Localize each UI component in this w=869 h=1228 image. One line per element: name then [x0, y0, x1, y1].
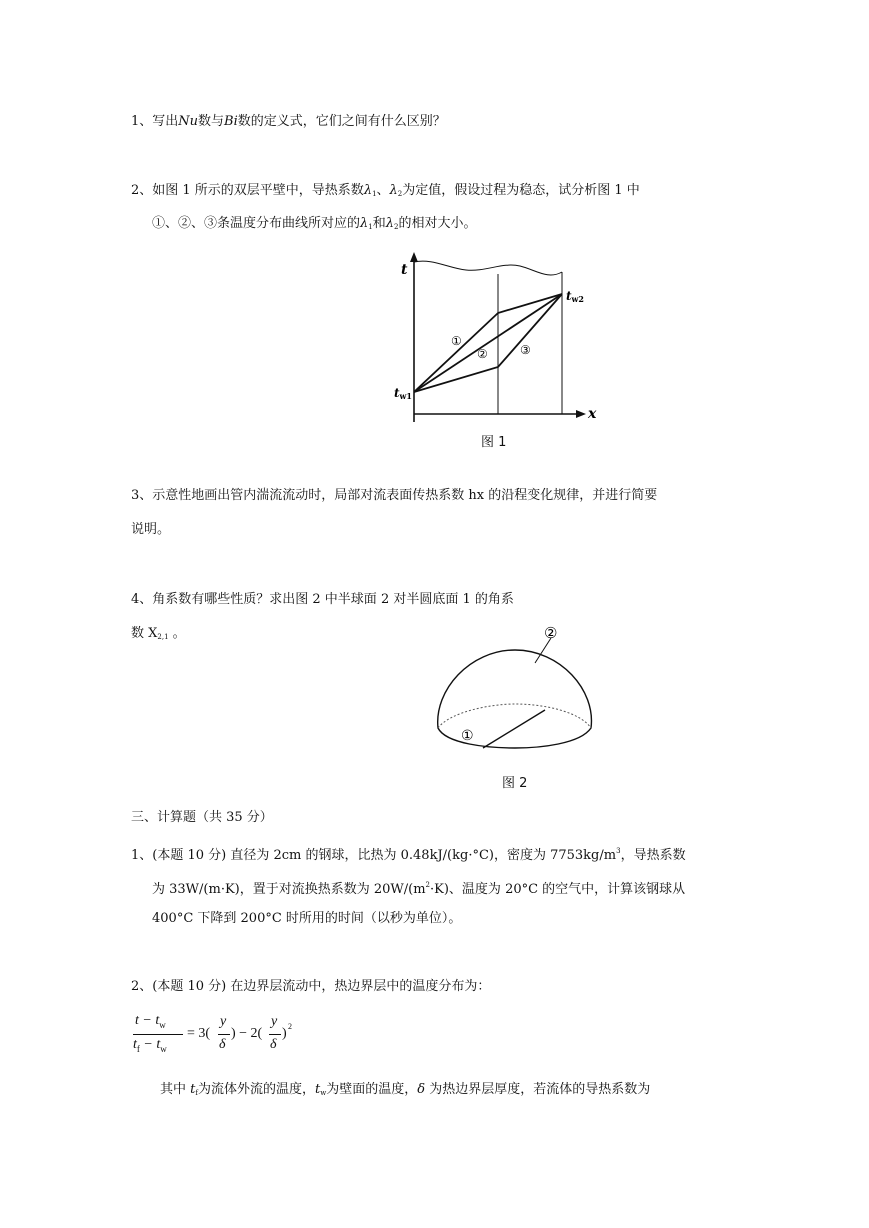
- x-axis-label: x: [588, 406, 597, 422]
- question-3-line-2: 说明。: [131, 522, 171, 537]
- figure-2-diagram: [430, 620, 600, 770]
- question-4-line-1: 4、角系数有哪些性质？求出图 2 中半球面 2 对半圆底面 1 的角系: [131, 592, 514, 607]
- eq-power: 2: [288, 1022, 292, 1031]
- base-back-dotted: [438, 704, 591, 728]
- question-2-line-1: 2、如图 1 所示的双层平壁中，导热系数$\lambda_1$、$\lambda_2$为定值，假设过程为稳态，试分析图 1 中: [131, 183, 640, 198]
- curve-3-label: ③: [520, 343, 531, 357]
- surface-2-label: ②: [544, 624, 558, 642]
- section-3-title: 三、计算题（共 35 分）: [131, 810, 273, 825]
- question-2-line-2: ①、②、③条温度分布曲线所对应的$\lambda_1$和$\lambda_2$的相对大小。: [152, 216, 477, 231]
- calc-1-line-2: 为 33W/(m·K)，置于对流换热系数为 $20W/(m^2\cdot K)$、温度为 20°C 的空气中，计算该钢球从: [152, 881, 686, 897]
- figure-2-caption: 图 2: [502, 776, 528, 791]
- figure-1-diagram: [390, 252, 610, 432]
- y-axis-arrow: [410, 252, 418, 262]
- question-4-line-2: 数 $X_{2,1}$ 。: [131, 626, 186, 641]
- temperature-equation: [131, 1013, 331, 1063]
- eq-bar-1: [218, 1034, 230, 1035]
- curve-1-label: ①: [451, 334, 462, 348]
- y-axis-label: t: [401, 262, 408, 278]
- curve-2-label: ②: [477, 347, 488, 361]
- base-radius-line: [483, 710, 545, 748]
- eq-rhs-1: = 3(: [187, 1026, 211, 1041]
- x-axis-arrow: [576, 410, 586, 418]
- figure-1-caption: 图 1: [481, 435, 507, 450]
- eq-numerator: $t - t_w$: [135, 1013, 166, 1030]
- tw1-label: tw1: [394, 386, 412, 401]
- eq-rhs-2: ) − 2(: [231, 1026, 263, 1041]
- base-1-label: ①: [461, 728, 474, 744]
- question-1: 1、写出Nu数与Bi数的定义式，它们之间有什么区别？: [131, 114, 446, 129]
- question-3-line-1: 3、示意性地画出管内湍流流动时，局部对流表面传热系数 hx 的沿程变化规律，并进行简要: [131, 488, 658, 503]
- eq-bar-2: [269, 1034, 281, 1035]
- eq-delta-2: δ: [270, 1037, 277, 1052]
- calc-1-line-3: 400°C 下降到 200°C 时所用的时间（以秒为单位）。: [152, 911, 462, 926]
- tw2-label: tw2: [566, 289, 584, 304]
- calc-2-line-3: 其中 $t_f$为流体外流的温度，$t_w$为壁面的温度，δ 为热边界层厚度，若流体的导热系数为: [160, 1082, 651, 1097]
- eq-y-1: y: [220, 1014, 227, 1029]
- calc-1-line-1: 1、(本题 10 分) 直径为 2cm 的钢球，比热为 0.48kJ/(kg·°C)，密度为 $7753kg/m^3$，导热系数: [131, 847, 686, 863]
- eq-delta-1: δ: [219, 1037, 226, 1052]
- calc-2-line-1: 2、(本题 10 分) 在边界层流动中，热边界层中的温度分布为：: [131, 979, 491, 994]
- curve-1: [414, 294, 562, 392]
- eq-denominator: $t_f - t_w$: [133, 1037, 167, 1054]
- eq-rhs-3: ): [282, 1026, 287, 1041]
- eq-fraction-bar: [133, 1034, 183, 1035]
- eq-y-2: y: [271, 1014, 278, 1029]
- wavy-top: [414, 261, 562, 275]
